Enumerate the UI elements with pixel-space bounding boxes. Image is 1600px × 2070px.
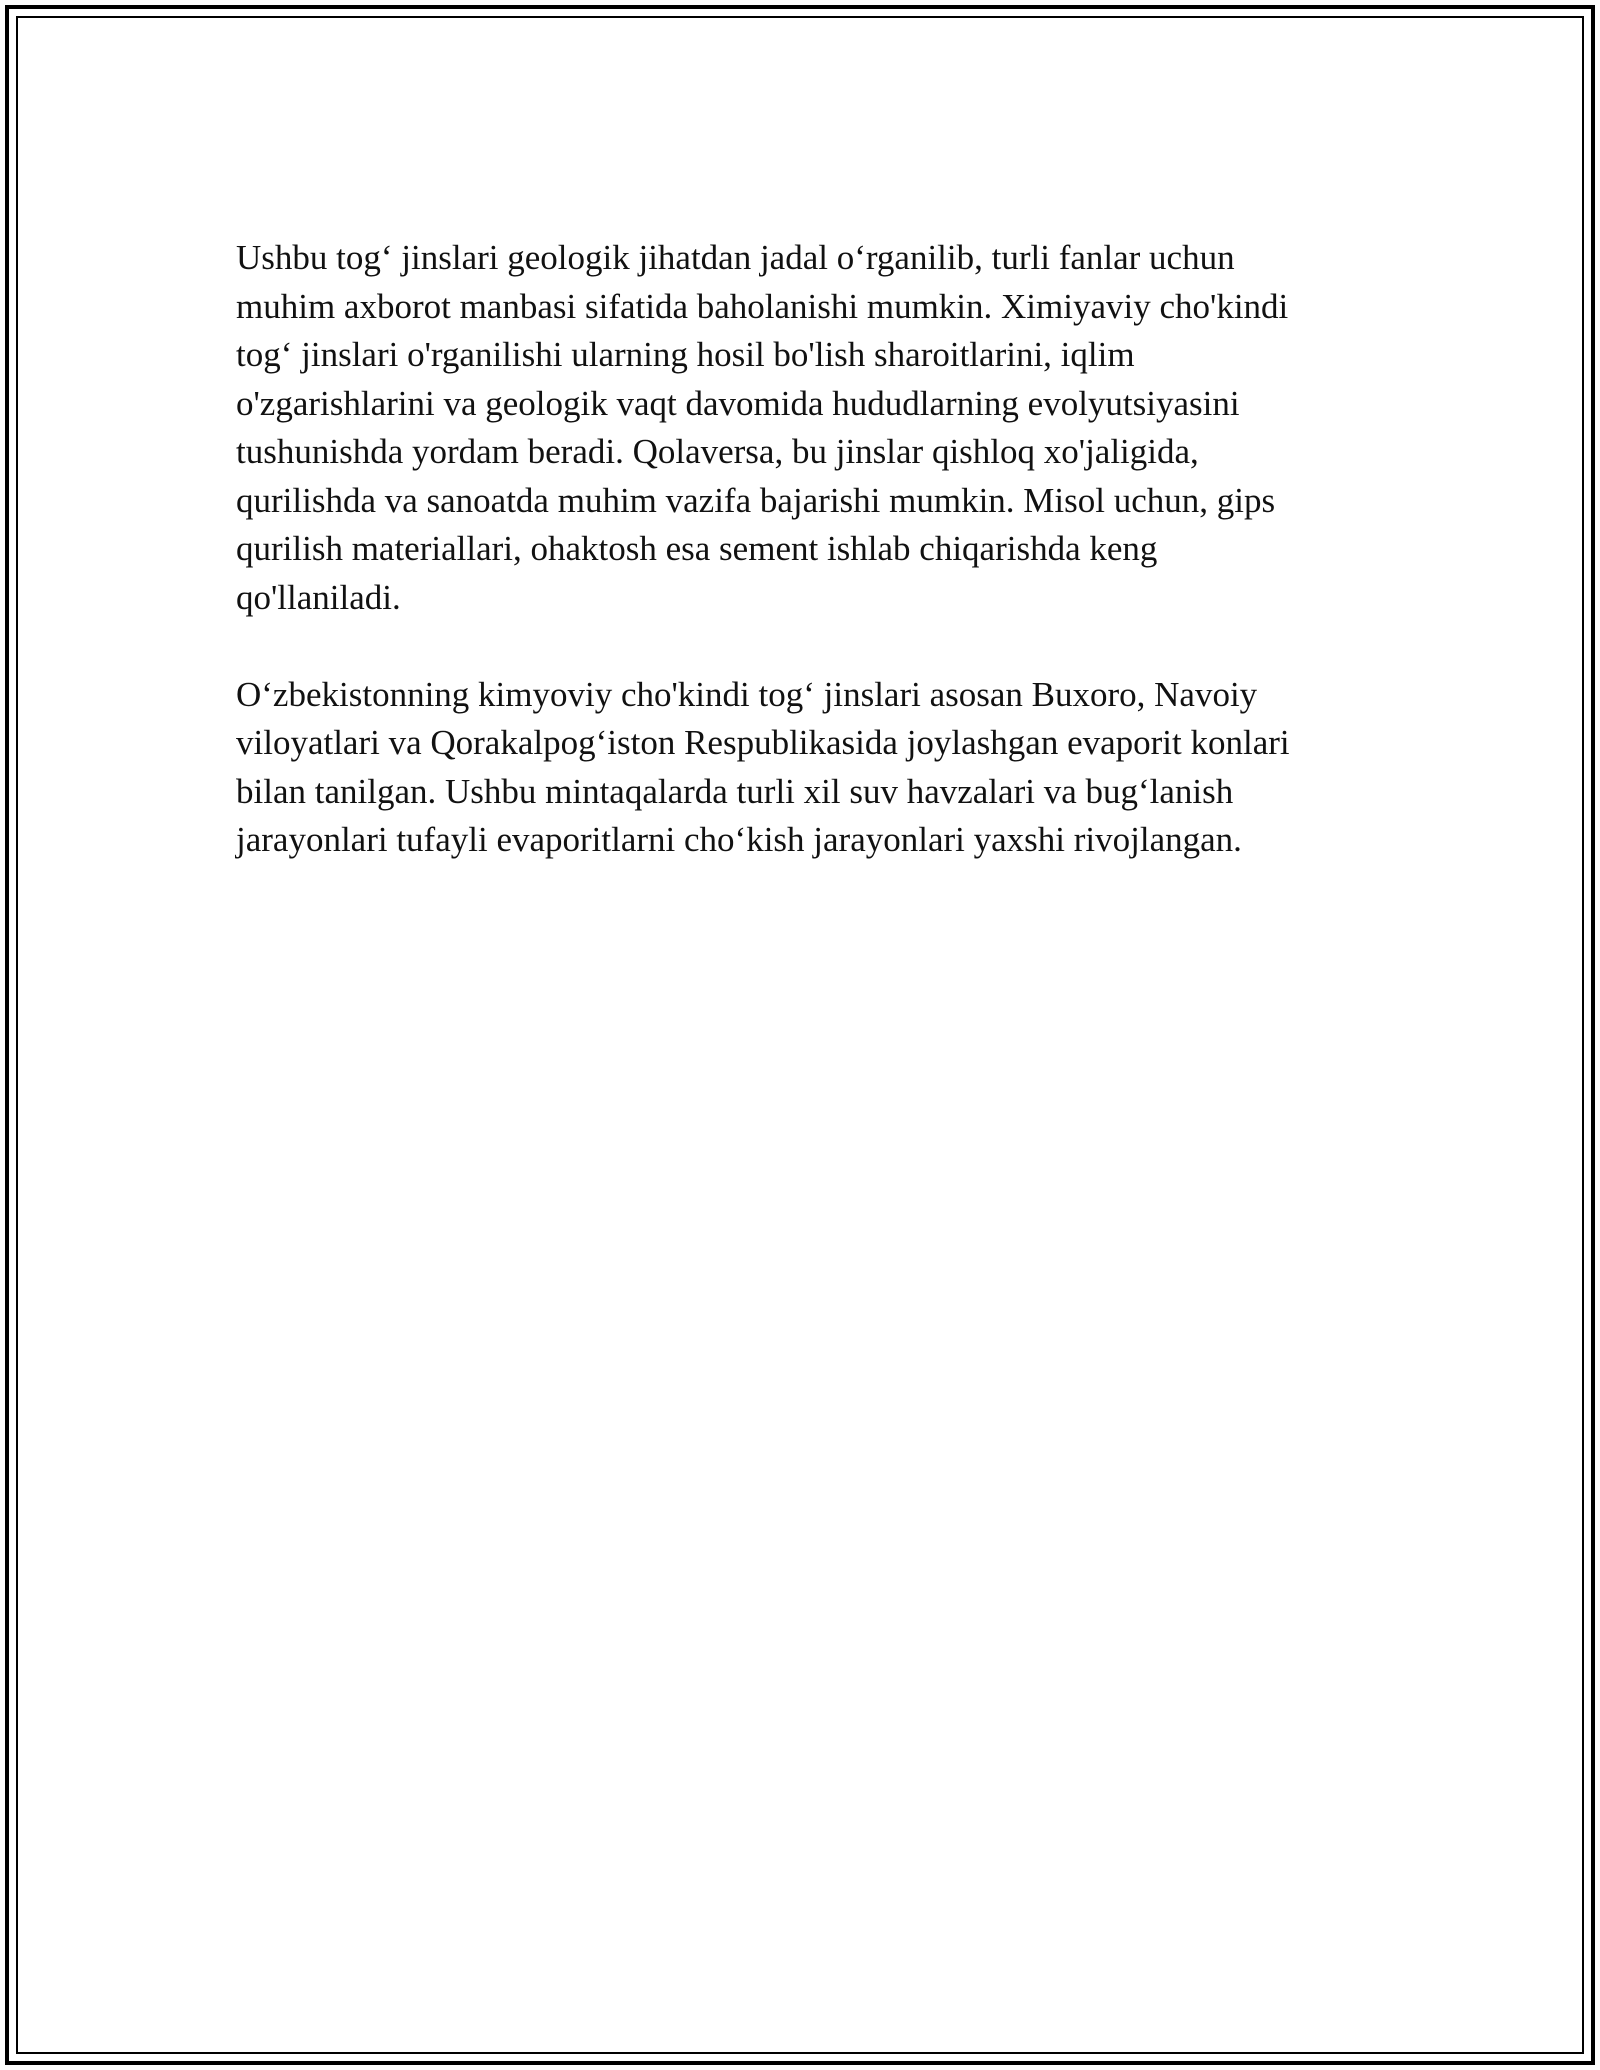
- text-line: o'zgarishlarini va geologik vaqt davomida hududlarning evolyutsiyasini: [236, 383, 1240, 423]
- text-line: O‘zbekistonning kimyoviy cho'kindi tog‘ jinslari asosan Buxoro, Navoiy: [236, 674, 1258, 714]
- text-line: tushunishda yordam beradi. Qolaversa, bu jinslar qishloq xo'jaligida,: [236, 432, 1199, 471]
- paragraph-1: [236, 234, 1366, 622]
- text-line: qurilish materiallari, ohaktosh esa sement ishlab chiqarishda keng: [236, 529, 1158, 568]
- text-line: Ushbu tog‘ jinslari geologik jihatdan jadal o‘rganilib, turli fanlar uchun: [236, 238, 1235, 277]
- text-line: qurilishda va sanoatda muhim vazifa bajarishi mumkin. Misol uchun, gips: [236, 480, 1276, 520]
- text-line: viloyatlari va Qorakalpog‘iston Respublikasida joylashgan evaporit konlari: [236, 723, 1290, 762]
- text-line: tog‘ jinslari o'rganilishi ularning hosil bo'lish sharoitlarini, iqlim: [236, 335, 1135, 374]
- paragraph-2: [236, 671, 1366, 865]
- text-line: muhim axborot manbasi sifatida baholanishi mumkin. Ximiyaviy cho'kindi: [236, 286, 1289, 326]
- text-line: qo'llaniladi.: [236, 577, 401, 617]
- text-line: jarayonlari tufayli evaporitlarni cho‘kish jarayonlari yaxshi rivojlangan.: [236, 820, 1242, 859]
- document-body: [236, 234, 1366, 865]
- text-line: bilan tanilgan. Ushbu mintaqalarda turli xil suv havzalari va bug‘lanish: [236, 771, 1234, 811]
